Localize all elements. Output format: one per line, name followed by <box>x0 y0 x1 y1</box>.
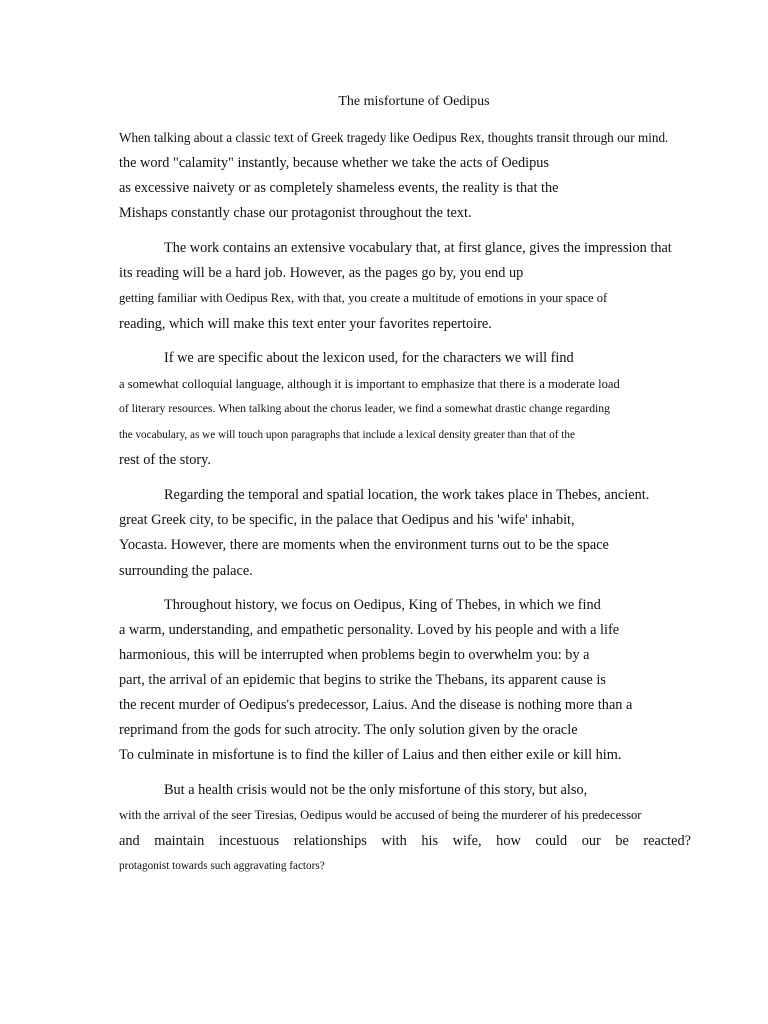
text-line: reading, which will make this text enter your favorites repertoire. <box>119 316 492 332</box>
text-line: To culminate in misfortune is to find the killer of Laius and then either exile or kill him. <box>119 747 622 763</box>
text-line: the vocabulary, as we will touch upon paragraphs that include a lexical density greater than that of the <box>119 429 575 441</box>
document-title: The misfortune of Oedipus <box>338 94 490 109</box>
text-line: protagonist towards such aggravating factors? <box>119 860 325 872</box>
text-line: If we are specific about the lexicon used, for the characters we will find <box>164 350 574 366</box>
text-line: surrounding the palace. <box>119 563 253 579</box>
text-line: Regarding the temporal and spatial location, the work takes place in Thebes, ancient. <box>164 487 650 503</box>
text-line: rest of the story. <box>119 452 211 468</box>
text-line: with the arrival of the seer Tiresias, Oedipus would be accused of being the murderer of his predecessor <box>119 808 642 822</box>
text-line: a somewhat colloquial language, although it is important to emphasize that there is a moderate load <box>119 377 620 391</box>
text-line: and maintain incestuous relationships with his wife, how could our be reacted? <box>119 833 691 849</box>
text-line: a warm, understanding, and empathetic personality. Loved by his people and with a life <box>119 622 620 638</box>
text-line: the recent murder of Oedipus's predecessor, Laius. And the disease is nothing more than a <box>119 697 633 713</box>
text-line: its reading will be a hard job. However, as the pages go by, you end up <box>119 265 524 281</box>
text-line: harmonious, this will be interrupted when problems begin to overwhelm you: by a <box>119 647 590 663</box>
text-line: part, the arrival of an epidemic that begins to strike the Thebans, its apparent cause is <box>119 672 606 688</box>
text-line: getting familiar with Oedipus Rex, with that, you create a multitude of emotions in your space of <box>119 291 608 305</box>
text-line: great Greek city, to be specific, in the palace that Oedipus and his 'wife' inhabit, <box>119 512 575 528</box>
text-line: But a health crisis would not be the only misfortune of this story, but also, <box>164 782 588 798</box>
text-line: When talking about a classic text of Greek tragedy like Oedipus Rex, thoughts transit through our mind. <box>119 130 669 145</box>
text-line: Yocasta. However, there are moments when the environment turns out to be the space <box>119 537 609 553</box>
text-line: Mishaps constantly chase our protagonist throughout the text. <box>119 205 472 221</box>
text-line: Throughout history, we focus on Oedipus, King of Thebes, in which we find <box>164 597 601 613</box>
text-line: reprimand from the gods for such atrocity. The only solution given by the oracle <box>119 722 578 738</box>
text-line: The work contains an extensive vocabulary that, at first glance, gives the impression that <box>164 240 672 256</box>
text-line: the word "calamity" instantly, because whether we take the acts of Oedipus <box>119 155 549 171</box>
text-line: as excessive naivety or as completely shameless events, the reality is that the <box>119 180 559 196</box>
text-line: of literary resources. When talking about the chorus leader, we find a somewhat drastic change regarding <box>119 402 610 415</box>
